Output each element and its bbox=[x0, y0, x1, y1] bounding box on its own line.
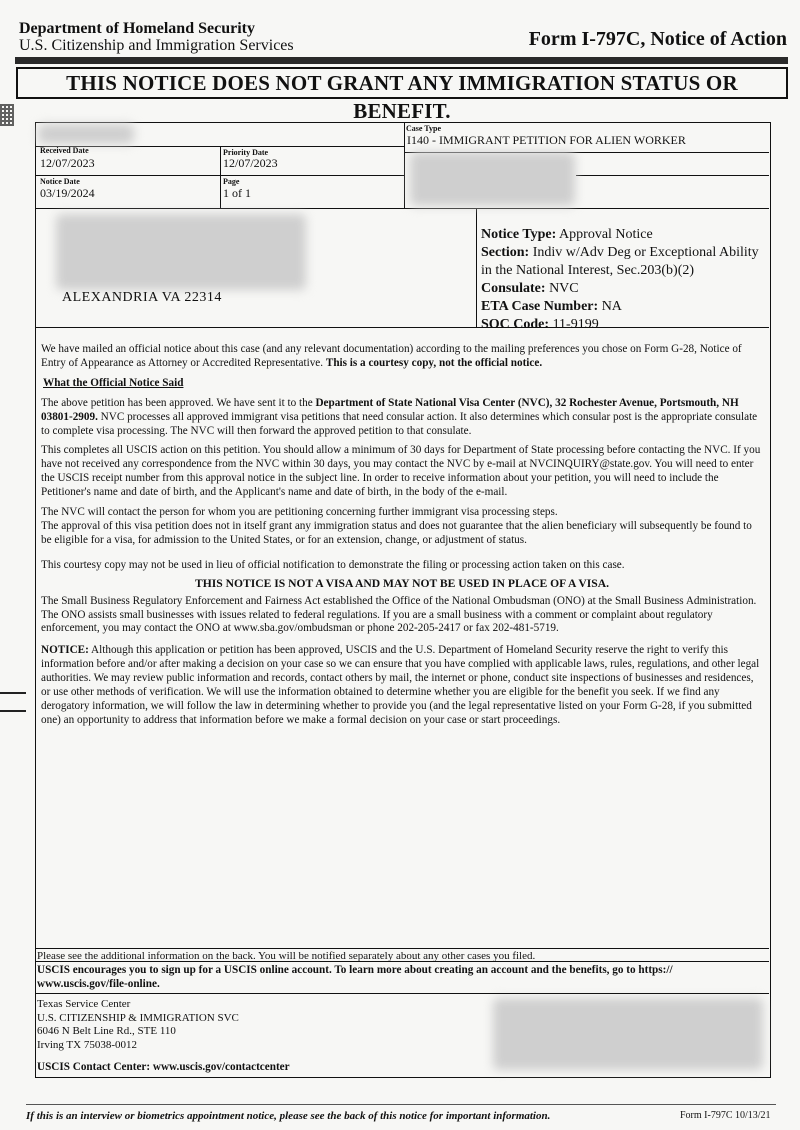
redacted-barcode bbox=[493, 998, 763, 1070]
service-center-name: Texas Service Center bbox=[37, 998, 131, 1010]
header-divider bbox=[15, 57, 788, 64]
priority-date-value: 12/07/2023 bbox=[223, 156, 278, 170]
redacted-receipt-number bbox=[38, 124, 134, 144]
verification-notice-paragraph bbox=[41, 644, 763, 727]
agency-name: Department of Homeland Security bbox=[19, 20, 255, 37]
consulate-value: NVC bbox=[545, 281, 579, 296]
barcode-icon bbox=[0, 104, 14, 126]
grid-line bbox=[36, 948, 769, 949]
grid-line bbox=[476, 208, 477, 327]
grid-line bbox=[36, 961, 769, 962]
service-center-line2: U.S. CITIZENSHIP & IMMIGRATION SVC bbox=[37, 1011, 239, 1024]
service-center-line4: Irving TX 75038-0012 bbox=[37, 1038, 138, 1051]
courtesy-paragraph bbox=[41, 343, 763, 371]
grid-line bbox=[220, 146, 221, 208]
additional-info-text: Please see the additional information on the back. You will be notified separately about any other cases you filed. bbox=[37, 950, 536, 962]
service-center-line3: 6046 N Belt Line Rd., STE 110 bbox=[37, 1025, 176, 1037]
address-city-line: ALEXANDRIA VA 22314 bbox=[62, 290, 222, 305]
notice-label: NOTICE: bbox=[41, 644, 89, 657]
section-label: Section: bbox=[481, 245, 530, 260]
nvc-contact-paragraph: The NVC will contact the person for whom you are petitioning concerning further immigrant visa processing steps. bbox=[41, 506, 558, 519]
notice-date-label: Notice Date bbox=[40, 177, 80, 186]
courtesy-copy-paragraph: This courtesy copy may not be used in lieu of official notification to demonstrate the filing or processing action taken on this case. bbox=[41, 558, 625, 571]
section-value: Indiv w/Adv Deg or Exceptional Ability in the National Interest, Sec.203(b)(2) bbox=[481, 245, 759, 278]
official-notice-heading: What the Official Notice Said bbox=[43, 376, 184, 389]
not-a-visa-heading: THIS NOTICE IS NOT A VISA AND MAY NOT BE USED IN PLACE OF A VISA. bbox=[194, 576, 610, 590]
approval-text-b: NVC processes all approved immigrant visa petitions that need consular action. It also determines which consular post is the appropriate consulate to complete visa processing. The NVC will then forward the approved petition to that consulate. bbox=[41, 410, 758, 437]
courtesy-text: We have mailed an official notice about this case (and any relevant documentation) according to the mailing preferences you chose on Form G-28, Notice of Entry of Appearance as Attorney or Accredited Representative. bbox=[41, 343, 742, 369]
grid-line bbox=[36, 993, 769, 994]
notice-date-value: 03/19/2024 bbox=[40, 186, 95, 200]
grid-line bbox=[576, 175, 769, 176]
approval-text-a: The above petition has been approved. We have sent it to the bbox=[41, 396, 316, 409]
case-type-label: Case Type bbox=[406, 124, 442, 133]
ombudsman-paragraph: The Small Business Regulatory Enforcement and Fairness Act established the Office of the National Ombudsman (ONO) at the Small Business Administration. The ONO assists small businesses with issues related to federal regulations. If you are a small business with a comment or complaint about regulatory enforcement, you may contact the ONO at www.sba.gov/ombudsman or phone 202-205-2417 or fax 202-481-5719. bbox=[41, 594, 757, 635]
bottom-note: If this is an interview or biometrics appointment notice, please see the back of this notice for important information. bbox=[26, 1110, 551, 1122]
priority-date-label: Priority Date bbox=[223, 148, 269, 157]
nvc-address: Department of State National Visa Center (NVC), 32 Rochester Avenue, Portsmouth, NH 03801-2909. bbox=[41, 396, 739, 423]
grid-line bbox=[36, 208, 769, 209]
form-version: Form I-797C 10/13/21 bbox=[680, 1110, 771, 1121]
notice-info bbox=[481, 226, 766, 334]
sub-agency-name: U.S. Citizenship and Immigration Services bbox=[19, 37, 294, 54]
soc-code-label: SOC Code: bbox=[481, 317, 550, 332]
agency-header bbox=[19, 20, 294, 54]
received-date-value: 12/07/2023 bbox=[40, 156, 95, 170]
redacted-receipt-info bbox=[410, 152, 575, 206]
notice-type-label: Notice Type: bbox=[481, 227, 557, 242]
notice-type-value: Approval Notice bbox=[556, 227, 653, 242]
page-label: Page bbox=[223, 177, 240, 186]
received-date-label: Received Date bbox=[40, 146, 89, 155]
approval-paragraph bbox=[41, 397, 763, 439]
grid-line bbox=[404, 122, 405, 208]
notice-body bbox=[41, 343, 763, 734]
status-banner: THIS NOTICE DOES NOT GRANT ANY IMMIGRATION STATUS OR BENEFIT. bbox=[16, 67, 788, 99]
verification-text: Although this application or petition has been approved, USCIS and the U.S. Department of Homeland Security reserve the right to verify this information before and/or after making a decision on your case so we can ensure that you have complied with applicable laws, rules, regulations, and other legal authorities. We may review public information and records, contact others by mail, the internet or phone, conduct site inspections of businesses and residences, or use other methods of verification. We will use the information obtained to determine whether you are eligible for the benefit you seek. If we find any derogatory information, we will follow the law in determining whether to provide you (and the legal representative listed on your Form G-28, if you submitted one) an opportunity to address that information before we make a formal decision on your case or start proceedings. bbox=[41, 644, 760, 726]
fold-mark bbox=[0, 710, 26, 712]
processing-paragraph: This completes all USCIS action on this petition. You should allow a minimum of 30 days for Department of State processing before contacting the NVC. If you have not received any correspondence from the NVC within 30 days, you may contact the NVC by e-mail at NVCINQUIRY@state.gov. You will need to enter the USCIS receipt number from this approval notice in the subject line. In order to receive information about your petition, you will need to include the Petitioner's name and date of birth, and the Applicant's name and date of birth, in the body of the e-mail. bbox=[41, 444, 761, 499]
courtesy-bold-text: This is a courtesy copy, not the official notice. bbox=[325, 356, 543, 369]
eta-case-label: ETA Case Number: bbox=[481, 299, 599, 314]
redacted-recipient-name bbox=[56, 214, 306, 290]
eta-case-value: NA bbox=[598, 299, 622, 314]
grid-line bbox=[36, 175, 404, 176]
page-value: 1 of 1 bbox=[223, 186, 251, 200]
consulate-label: Consulate: bbox=[481, 281, 546, 296]
contact-center-text: USCIS Contact Center: www.uscis.gov/contactcenter bbox=[37, 1061, 290, 1073]
bottom-rule bbox=[26, 1104, 776, 1105]
online-account-text: USCIS encourages you to sign up for a USCIS online account. To learn more about creating an account and the benefits, go to https:// www.uscis.gov/file-online. bbox=[37, 964, 673, 990]
form-title: Form I-797C, Notice of Action bbox=[528, 28, 787, 50]
fold-mark bbox=[0, 692, 26, 694]
status-disclaimer-paragraph: The approval of this visa petition does not in itself grant any immigration status and does not guarantee that the alien beneficiary will subsequently be found to be eligible for a visa, for admission to the United States, or for an extension, change, or adjustment of status. bbox=[41, 519, 752, 546]
case-type-value: I140 - IMMIGRANT PETITION FOR ALIEN WORKER bbox=[407, 133, 686, 147]
service-center-address bbox=[37, 998, 239, 1052]
soc-code-value: 11-9199 bbox=[549, 317, 599, 332]
